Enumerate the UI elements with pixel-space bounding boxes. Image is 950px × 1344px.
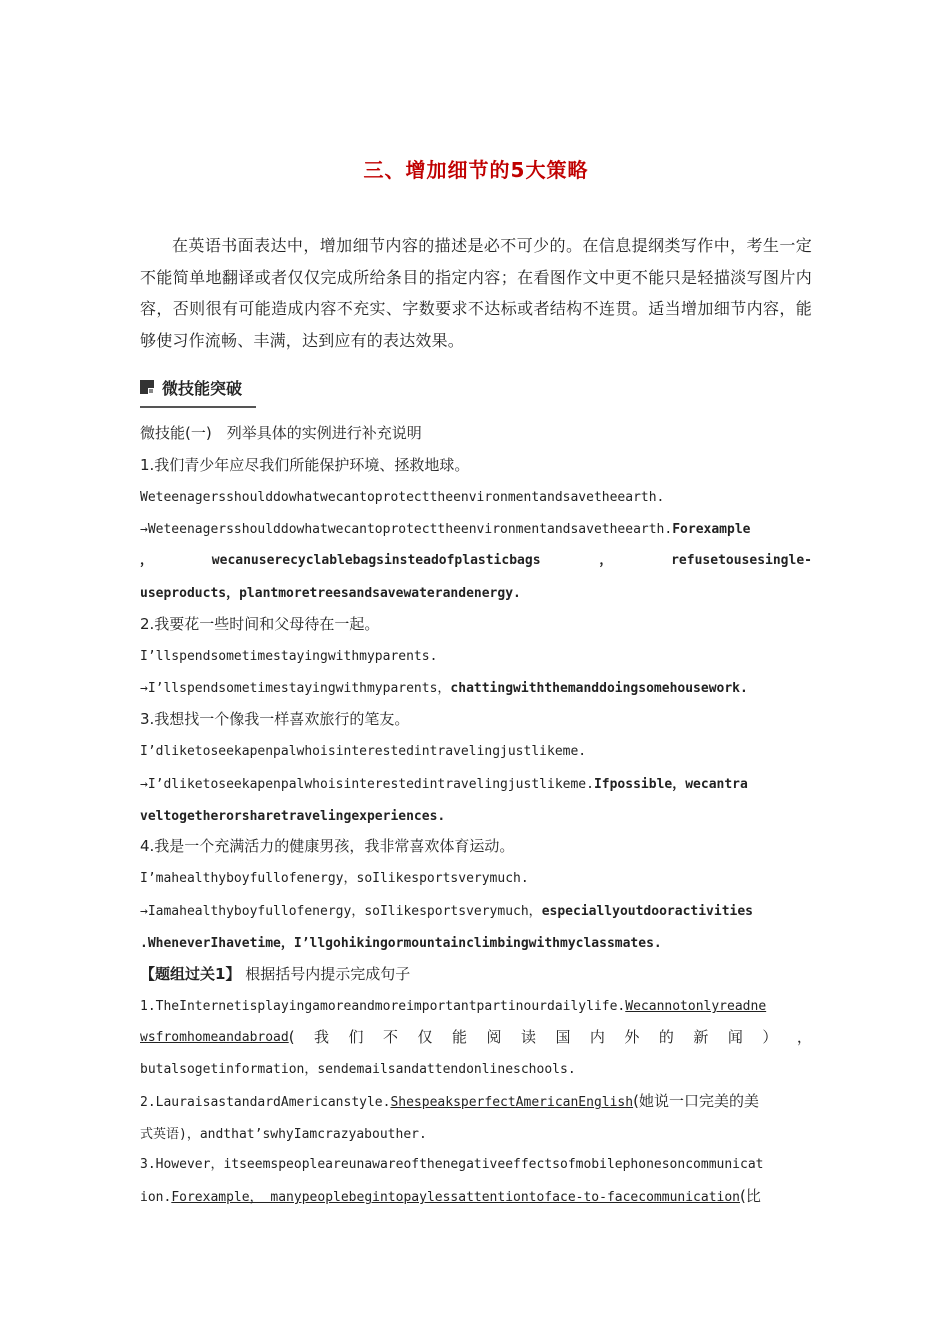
example-3-expanded-line-2 xyxy=(140,800,812,832)
hint-char: ， xyxy=(796,1028,812,1047)
hint-char: 的 xyxy=(658,1028,674,1047)
practice-1-line-2 xyxy=(140,1022,812,1054)
practice-1-line-1 xyxy=(140,990,812,1022)
practice-2-line-2 xyxy=(140,1118,812,1150)
example-2-expanded xyxy=(140,672,812,704)
example-1-arrow-text: →Weteenagersshoulddowhatwecantoprotecttheenvironmentandsavetheearth. xyxy=(140,522,673,538)
practice-1-answer-b: wsfromhomeandabroad xyxy=(140,1030,289,1046)
hint-char: 不 xyxy=(383,1028,399,1047)
example-1-expanded-line-1 xyxy=(140,513,812,545)
practice-2-line-1 xyxy=(140,1086,812,1118)
practice-2-hint: (她说一口完美的美 xyxy=(633,1091,759,1110)
practice-label: 【题组过关1】 xyxy=(140,964,241,983)
document-page xyxy=(140,150,812,1213)
skill-heading: 微技能(一) 列举具体的实例进行补充说明 xyxy=(140,424,422,442)
section-square-icon xyxy=(140,380,154,394)
practice-instruction: 根据括号内提示完成句子 xyxy=(245,964,411,983)
example-3-bold-a: Ifpossible，wecantra xyxy=(593,776,748,792)
practice-heading xyxy=(140,959,812,991)
practice-1-hint xyxy=(289,1022,812,1054)
example-2-arrow-text: →I’llspendsometimestayingwithmyparents， xyxy=(140,681,451,697)
section-label: 微技能突破 xyxy=(162,378,243,398)
hint-char: 新 xyxy=(693,1028,709,1047)
example-4-bold-b: .WheneverIhavetime，I’llgohikingormountainclimbingwithmyclassmates. xyxy=(140,935,662,951)
example-1-comma-b: ， xyxy=(599,553,613,569)
hint-char: 我 xyxy=(314,1028,330,1047)
practice-3-answer: Forexample， manypeoplebegintopaylessattentiontoface-to-facecommunication xyxy=(171,1190,741,1206)
example-2-chinese: 2.我要花一些时间和父母待在一起。 xyxy=(140,614,380,633)
example-2-english: I’llspendsometimestayingwithmyparents. xyxy=(140,648,438,664)
practice-1-sentence: 1.TheInternetisplayingamoreandmoreimportantpartinourdailylife. xyxy=(140,999,626,1015)
hint-char: 能 xyxy=(451,1028,467,1047)
example-3-expanded-line-1 xyxy=(140,768,812,800)
practice-1-answer-a: Wecannotonlyreadne xyxy=(625,999,767,1015)
example-4-expanded-line-1 xyxy=(140,895,812,927)
hint-char: ( xyxy=(288,1028,295,1047)
example-1-bold-c: useproducts，plantmoretreesandsavewaterandenergy. xyxy=(140,585,521,601)
example-2-bold: chattingwiththemanddoingsomehousework. xyxy=(450,681,748,697)
hint-char: 们 xyxy=(348,1028,364,1047)
hint-char: ） xyxy=(762,1028,778,1047)
example-1-bold-b: refusetousesingle- xyxy=(671,553,812,569)
practice-2-answer: ShespeaksperfectAmericanEnglish xyxy=(390,1094,634,1110)
example-1-expanded-line-3 xyxy=(140,577,812,609)
example-1-expanded-line-2 xyxy=(140,545,812,577)
hint-char: 内 xyxy=(589,1028,605,1047)
example-3-bold-b: veltogetherorsharetravelingexperiences. xyxy=(140,808,446,824)
page-title: 三、增加细节的5大策略 xyxy=(363,158,589,182)
example-1-bold-a: wecanuserecyclablebagsinsteadofplasticbags xyxy=(211,553,541,569)
practice-2-sentence: 2.LauraisastandardAmericanstyle. xyxy=(140,1094,391,1110)
intro-paragraph: 在英语书面表达中，增加细节内容的描述是必不可少的。在信息提纲类写作中，考生一定不能简单地翻译或者仅仅完成所给条目的指定内容；在看图作文中更不能只是轻描淡写图片内容，否则很有可能造成内容不充实、字数要求不达标或者结构不连贯。适当增加细节内容，能够使习作流畅、丰满，达到应有的表达效果。 xyxy=(140,236,812,350)
hint-char: 仅 xyxy=(417,1028,433,1047)
practice-2-continuation: 式英语)，andthat’swhyIamcrazyabouther. xyxy=(140,1126,427,1142)
hint-char: 读 xyxy=(520,1028,536,1047)
example-4-bold-a: especiallyoutdooractivities xyxy=(541,903,754,919)
hint-char: 外 xyxy=(624,1028,640,1047)
example-1-chinese: 1.我们青少年应尽我们所能保护环境、拯救地球。 xyxy=(140,455,470,474)
example-3-arrow-text: →I’dliketoseekapenpalwhoisinterestedintravelingjustlikeme. xyxy=(140,776,594,792)
section-header xyxy=(140,370,256,408)
practice-3-line-1: 3.However，itseemspeopleareunawareofthenegativeeffectsofmobilephonesoncommunicat xyxy=(140,1157,764,1173)
example-4-expanded-line-2 xyxy=(140,927,812,959)
practice-3-line-2 xyxy=(140,1181,812,1213)
example-4-arrow-text: →Iamahealthyboyfullofenergy，soIlikesportsverymuch， xyxy=(140,903,542,919)
practice-1-line-3: butalsogetinformation，sendemailsandattendonlineschools. xyxy=(140,1061,576,1077)
hint-char: 阅 xyxy=(486,1028,502,1047)
example-3-english: I’dliketoseekapenpalwhoisinterestedintravelingjustlikeme. xyxy=(140,743,587,759)
hint-char: 国 xyxy=(555,1028,571,1047)
practice-3-start: ion. xyxy=(140,1190,172,1206)
hint-char: 闻 xyxy=(727,1028,743,1047)
example-3-chinese: 3.我想找一个像我一样喜欢旅行的笔友。 xyxy=(140,710,410,729)
example-4-chinese: 4.我是一个充满活力的健康男孩，我非常喜欢体育运动。 xyxy=(140,837,515,856)
example-1-english: Weteenagersshoulddowhatwecantoprotecttheenvironmentandsavetheearth. xyxy=(140,489,665,505)
example-4-english: I’mahealthyboyfullofenergy，soIlikesportsverymuch. xyxy=(140,871,529,887)
example-1-bold-start: Forexample xyxy=(672,522,751,538)
practice-3-hint: (比 xyxy=(740,1187,761,1206)
example-1-comma-a: ， xyxy=(140,553,154,569)
